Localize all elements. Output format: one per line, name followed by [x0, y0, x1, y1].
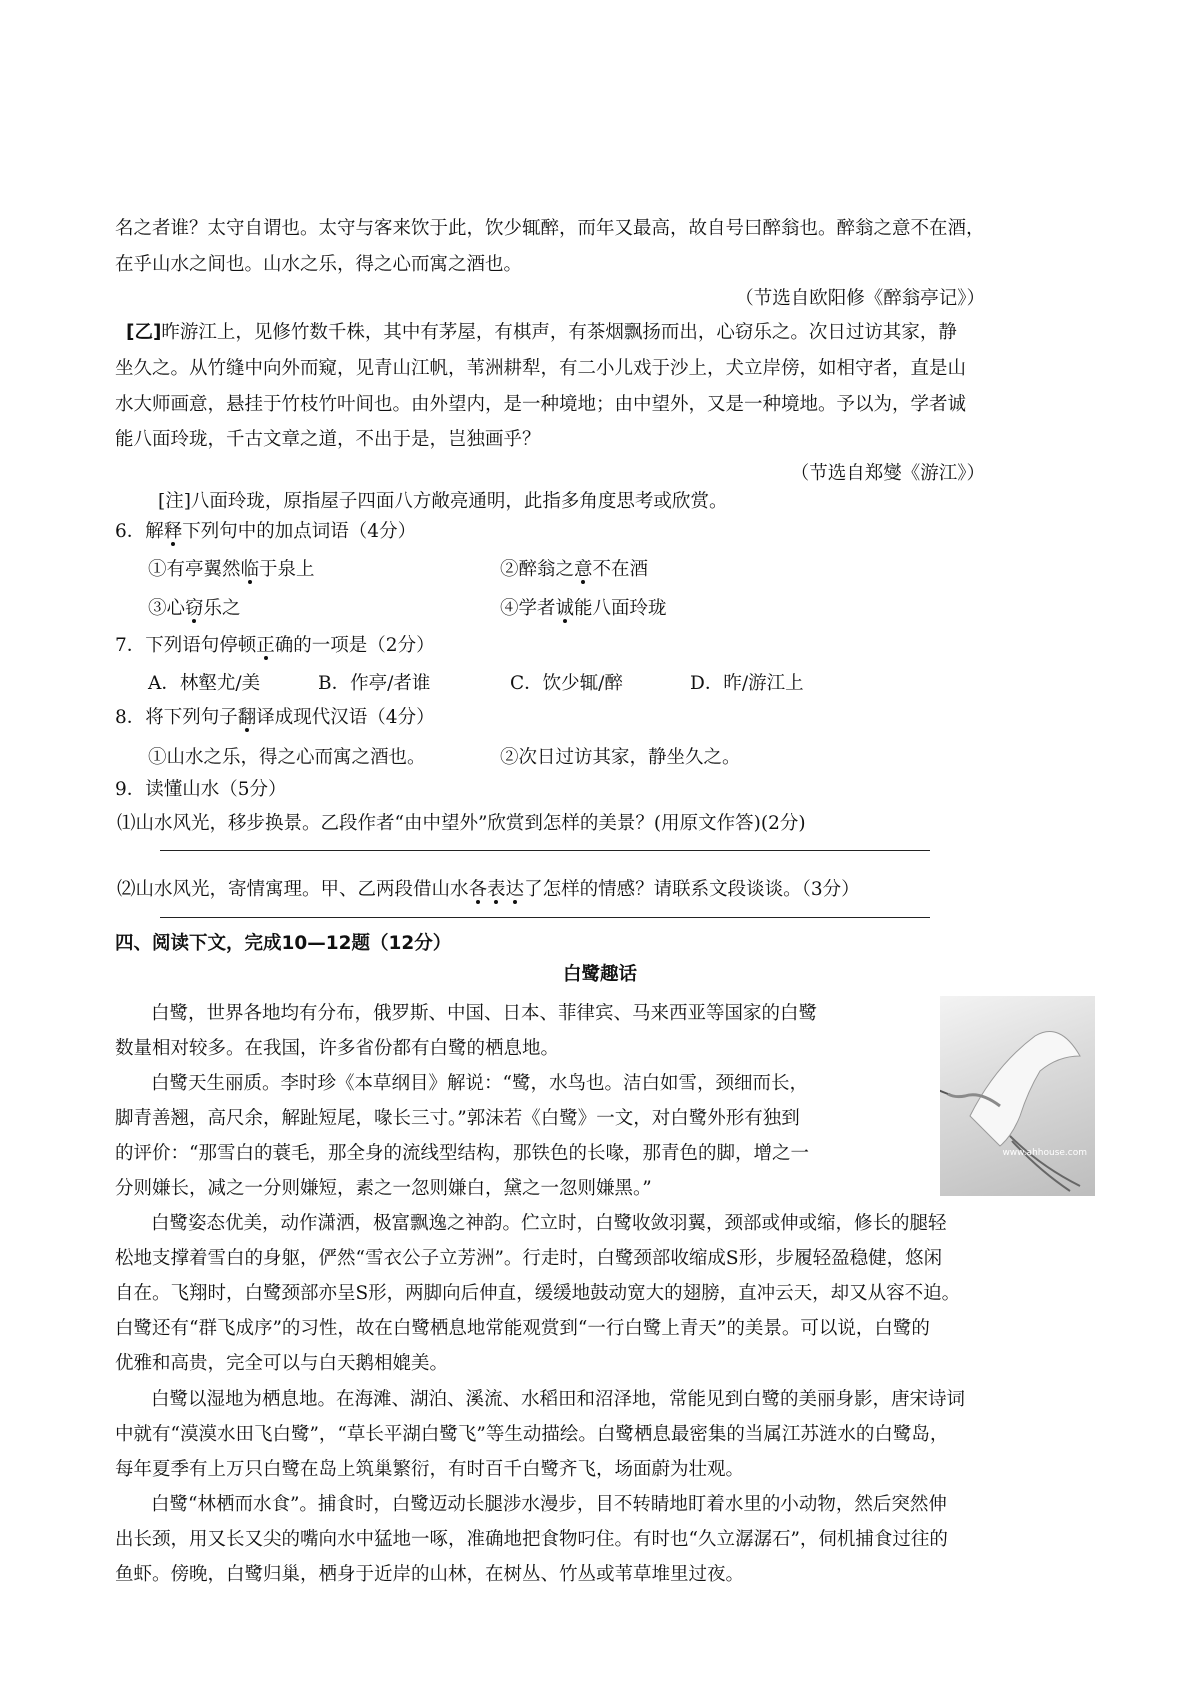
q6-stem-text: 下列句中的加点词语（4分）	[182, 521, 417, 542]
q6-dotted-word: 意	[574, 559, 593, 580]
q7-stem	[115, 628, 1095, 664]
passage-a-source: （节选自欧阳修《醉翁亭记》）	[735, 288, 985, 309]
q6-item-4	[500, 591, 667, 627]
q6-item-text: ①有亭翼然	[148, 559, 241, 580]
q6-item-text: ④学者	[500, 598, 556, 619]
q7-option-d: D．昨/游江上	[690, 673, 804, 694]
article-line: 白鹭还有“群飞成序”的习性，故在白鹭栖息地常能观赏到“一行白鹭上青天”的美景。可以说，白鹭的	[115, 1318, 930, 1339]
q8-stem	[115, 700, 1095, 736]
q9-part-2-text: 了怎样的情感？请联系文段谈谈。（3分）	[524, 879, 860, 900]
q7-option-c: C．饮少辄/醉	[510, 673, 623, 694]
article-line: 白鹭天生丽质。李时珍《本草纲目》解说：“鹭，水鸟也。洁白如雪，颈细而长，	[151, 1073, 808, 1094]
q9-part-2-text: ⑵山水风光，寄情寓理。甲、乙两段借山水	[117, 879, 469, 900]
answer-line[interactable]	[160, 917, 930, 918]
q8-sentence-1: ①山水之乐，得之心而寓之酒也。	[148, 747, 426, 768]
q6-dotted-word: 诚	[555, 598, 575, 619]
passage-b-line: 坐久之。从竹缝中向外而窥，见青山江帆，苇洲耕犁，有二小儿戏于沙上，犬立岸傍，如相守者，直是山	[115, 358, 967, 379]
article-line: 的评价：“那雪白的蓑毛，那全身的流线型结构，那铁色的长喙，那青色的脚，增之一	[115, 1143, 809, 1164]
q8-stem-text: 译成现代汉语（4分）	[256, 707, 435, 728]
q7-option-b: B．作亭/者谁	[318, 673, 431, 694]
passage-b-source: （节选自郑燮《游江》）	[790, 463, 985, 484]
image-watermark: www.ahhouse.com	[1002, 1148, 1087, 1158]
article-line: 每年夏季有上万只白鹭在岛上筑巢繁衍，有时百千白鹭齐飞，场面蔚为壮观。	[115, 1459, 745, 1480]
passage-b-first-line	[126, 315, 1106, 351]
q7-stem-text: 7．下列语句停顿	[115, 635, 257, 656]
q8-stem-dotted: 翻	[237, 707, 257, 728]
q6-stem-dotted: 释	[163, 521, 183, 542]
q6-stem	[115, 514, 1095, 550]
passage-b-note: [注]八面玲珑，原指屋子四面八方敞亮通明，此指多角度思考或欣赏。	[158, 491, 728, 512]
q6-item-text: 乐之	[203, 598, 241, 619]
q6-item-text: 不在酒	[592, 559, 649, 580]
q6-item-text: ③心	[148, 598, 186, 619]
article-line: 优雅和高贵，完全可以与白天鹅相媲美。	[115, 1353, 449, 1374]
q8-sentence-2: ②次日过访其家，静坐久之。	[500, 747, 741, 768]
q8-stem-text: 8．将下列句子	[115, 707, 238, 728]
q6-item-text: 于泉上	[259, 559, 315, 580]
article-line: 分则嫌长，减之一分则嫌短，素之一忽则嫌白，黛之一忽则嫌黑。”	[115, 1178, 652, 1199]
article-line: 出长颈，用又长又尖的嘴向水中猛地一啄，准确地把食物叼住。有时也“久立潺潺石”，伺机捕食过往的	[115, 1529, 948, 1550]
q9-stem: 9．读懂山水（5分）	[115, 779, 287, 800]
answer-line[interactable]	[160, 850, 930, 851]
article-line: 松地支撑着雪白的身躯，俨然“雪衣公子立芳洲”。行走时，白鹭颈部收缩成S形，步履轻盈稳健，悠闲	[115, 1248, 943, 1269]
article-line: 中就有“漠漠水田飞白鹭”，“草长平湖白鹭飞”等生动描绘。白鹭栖息最密集的当属江苏涟水的白鹭岛，	[115, 1424, 949, 1445]
article-title: 白鹭趣话	[562, 964, 637, 985]
q7-stem-text: 确的一项是（2分）	[274, 635, 435, 656]
passage-a-line: 名之者谁？太守自谓也。太守与客来饮于此，饮少辄醉，而年又最高，故自号曰醉翁也。醉翁之意不在酒，	[115, 218, 985, 239]
passage-a-line: 在乎山水之间也。山水之乐，得之心而寓之酒也。	[115, 254, 523, 275]
passage-b-line: 能八面玲珑，千古文章之道，不出于是，岂独画乎？	[115, 429, 541, 450]
article-line: 脚青善翘，高尺余，解趾短尾，喙长三寸。”郭沫若《白鹭》一文，对白鹭外形有独到	[115, 1108, 800, 1129]
q7-option-a: A．林壑尤/美	[148, 673, 261, 694]
article-line: 白鹭“林栖而水食”。捕食时，白鹭迈动长腿涉水漫步，目不转睛地盯着水里的小动物，然后突然伸	[151, 1494, 947, 1515]
passage-b-label: [乙]	[126, 322, 162, 343]
q6-item-text: 能八面玲珑	[574, 598, 667, 619]
passage-b-line: 昨游江上，见修竹数千株，其中有茅屋，有棋声，有茶烟飘扬而出，心窃乐之。次日过访其家，静	[161, 322, 957, 343]
q6-dotted-word: 临	[240, 559, 260, 580]
article-line: 白鹭以湿地为栖息地。在海滩、湖泊、溪流、水稻田和沼泽地，常能见到白鹭的美丽身影，唐宋诗词	[151, 1389, 966, 1410]
q6-item-1	[148, 552, 315, 588]
article-line: 鱼虾。傍晚，白鹭归巢，栖身于近岸的山林，在树丛、竹丛或苇草堆里过夜。	[115, 1564, 745, 1585]
q6-item-3	[148, 591, 241, 627]
article-line: 自在。飞翔时，白鹭颈部亦呈S形，两脚向后伸直，缓缓地鼓动宽大的翅膀，直冲云天，却又从容不迫。	[115, 1283, 961, 1304]
q9-dotted-word: 达	[505, 879, 525, 900]
q9-dotted-word: 表	[487, 879, 506, 900]
q6-item-text: ②醉翁之	[500, 559, 575, 580]
section-heading: 四、阅读下文，完成10—12题（12分）	[115, 933, 452, 954]
article-line: 白鹭，世界各地均有分布，俄罗斯、中国、日本、菲律宾、马来西亚等国家的白鹭	[151, 1003, 818, 1024]
article-line: 数量相对较多。在我国，许多省份都有白鹭的栖息地。	[115, 1038, 560, 1059]
q9-part-2	[117, 872, 1097, 908]
q9-part-1: ⑴山水风光，移步换景。乙段作者“由中望外”欣赏到怎样的美景？(用原文作答)(2分)	[117, 813, 806, 834]
q6-item-2	[500, 552, 648, 588]
q6-dotted-word: 窃	[185, 598, 204, 619]
article-line: 白鹭姿态优美，动作潇洒，极富飘逸之神韵。伫立时，白鹭收敛羽翼，颈部或伸或缩，修长的腿轻	[151, 1213, 947, 1234]
q9-dotted-word: 各	[468, 879, 488, 900]
q7-stem-dotted: 正	[256, 635, 275, 656]
q6-stem-text: 6．解	[115, 521, 164, 542]
passage-b-line: 水大师画意，悬挂于竹枝竹叶间也。由外望内，是一种境地；由中望外，又是一种境地。予以为，学者诚	[115, 394, 967, 415]
